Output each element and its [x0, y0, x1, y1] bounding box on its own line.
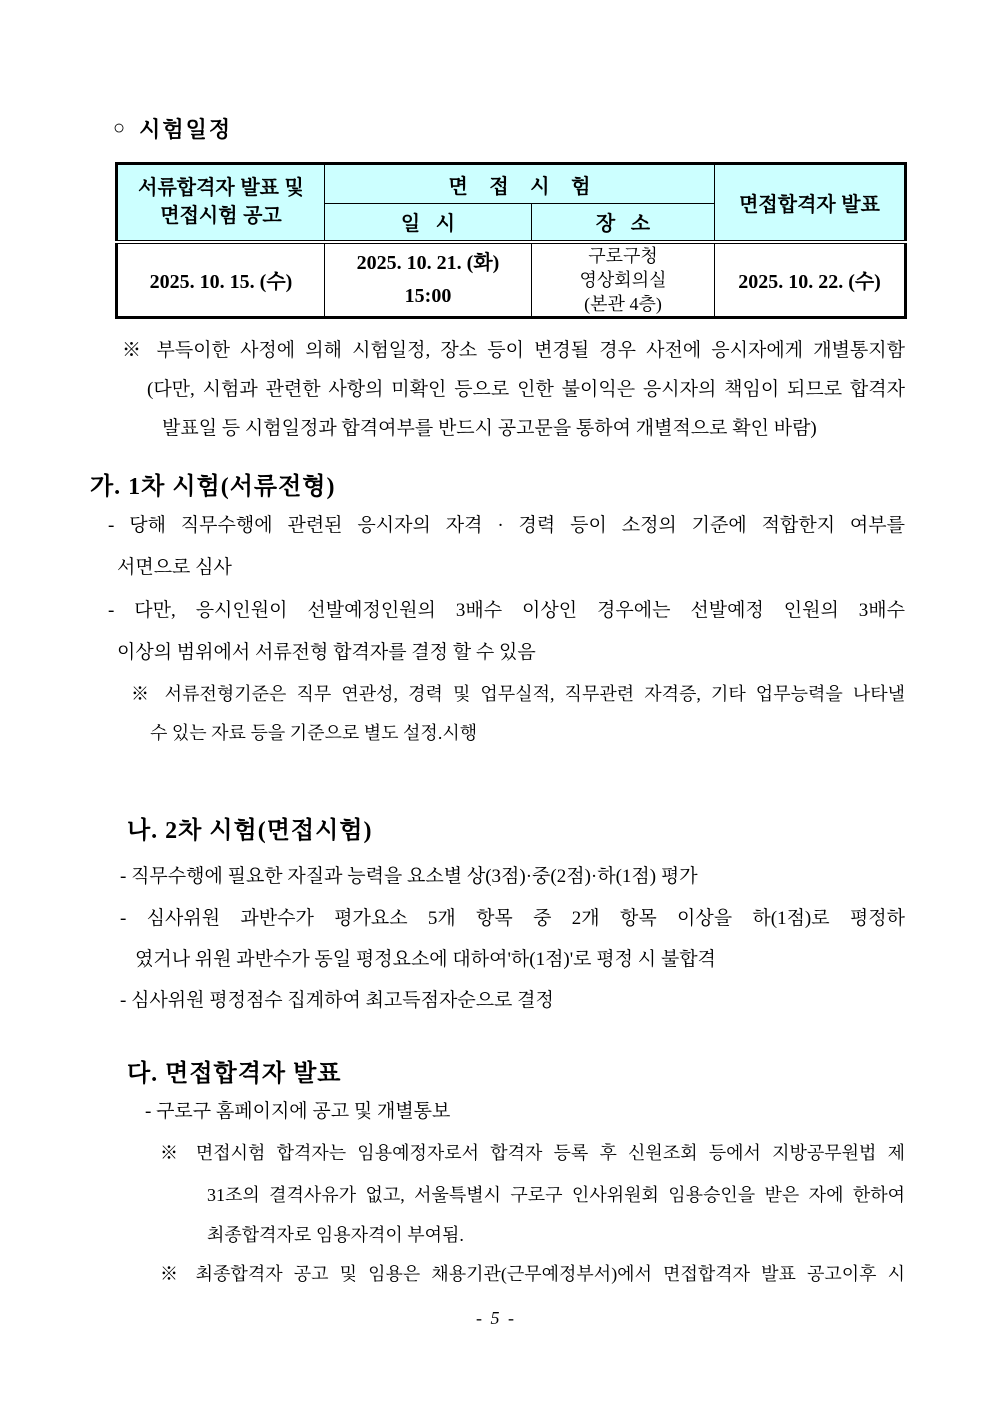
- cell-interview-datetime: [325, 242, 532, 318]
- place-line2: 영상회의실: [579, 269, 667, 290]
- section-da-heading: 다. 면접합격자 발표: [127, 1061, 342, 1087]
- ga-line-3: - 다만, 응시인원이 선발예정인원의 3배수 이상인 경우에는 선발예정 인원의 3배수: [108, 600, 905, 621]
- ga-line-1: - 당해 직무수행에 관련된 응시자의 자격 · 경력 등이 소정의 기준에 적합한지 여부를: [108, 515, 905, 536]
- page-number: - 5 -: [476, 1308, 516, 1328]
- interview-date: 2025. 10. 21. (화): [356, 251, 500, 274]
- circle-bullet-icon: ○: [113, 117, 126, 139]
- section-na-heading: 나. 2차 시험(면접시험): [127, 818, 373, 844]
- da-line-3: 31조의 결격사유가 없고, 서울특별시 구로구 인사위원회 임용승인을 받은 자에 한하여: [207, 1185, 905, 1205]
- place-line3: (본관 4층): [584, 293, 662, 314]
- na-line-2: - 심사위원 과반수가 평가요소 5개 항목 중 2개 항목 이상을 하(1점)로 평정하: [120, 908, 905, 929]
- ga-line-5: ※ 서류전형기준은 직무 연관성, 경력 및 업무실적, 직무관련 자격증, 기타 업무능력을 나타낼: [131, 684, 905, 704]
- cell-interview-place: [532, 242, 715, 318]
- schedule-section-title: [113, 113, 232, 144]
- notice-line-3: 발표일 등 시험일정과 합격여부를 반드시 공고문을 통하여 개별적으로 확인 바람): [162, 418, 817, 439]
- notice-line-2: (다만, 시험과 관련한 사항의 미확인 등으로 인한 불이익은 응시자의 책임이 되므로 합격자: [147, 379, 905, 400]
- section-ga-heading: 가. 1차 시험(서류전형): [90, 474, 336, 500]
- header-interview-exam: 면 접 시 험: [325, 164, 715, 204]
- ga-line-2: 서면으로 심사: [117, 557, 232, 578]
- header-interview-datetime: 일 시: [325, 204, 532, 242]
- na-line-3: 였거나 위원 과반수가 동일 평정요소에 대하여'하(1점)'로 평정 시 불합격: [135, 949, 716, 970]
- interview-time: 15:00: [404, 284, 452, 307]
- schedule-title-label: 시험일정: [139, 117, 233, 142]
- ga-line-4: 이상의 범위에서 서류전형 합격자를 결정 할 수 있음: [117, 642, 536, 663]
- header-doc-pass-line1: 서류합격자 발표 및: [138, 177, 304, 200]
- header-interview-place: 장 소: [532, 204, 715, 242]
- header-doc-pass-line2: 면접시험 공고: [160, 205, 282, 228]
- ga-line-6: 수 있는 자료 등을 기준으로 별도 설정.시행: [150, 723, 478, 743]
- cell-final-pass-date: 2025. 10. 22. (수): [715, 242, 906, 318]
- na-line-1: - 직무수행에 필요한 자질과 능력을 요소별 상(3점)·중(2점)·하(1점) 평가: [120, 866, 698, 887]
- da-line-5: ※ 최종합격자 공고 및 임용은 채용기관(근무예정부서)에서 면접합격자 발표 공고이후 시: [160, 1264, 905, 1284]
- place-line1: 구로구청: [588, 245, 658, 266]
- da-line-4: 최종합격자로 임용자격이 부여됨.: [207, 1225, 464, 1245]
- da-line-1: - 구로구 홈페이지에 공고 및 개별통보: [145, 1101, 451, 1122]
- notice-line-1: ※ 부득이한 사정에 의해 시험일정, 장소 등이 변경될 경우 사전에 응시자에게 개별통지함: [122, 340, 905, 361]
- header-doc-pass-announce: [117, 164, 325, 242]
- na-line-4: - 심사위원 평정점수 집계하여 최고득점자순으로 결정: [120, 990, 554, 1011]
- header-final-pass-announce: 면접합격자 발표: [715, 164, 906, 242]
- cell-doc-pass-date: 2025. 10. 15. (수): [117, 242, 325, 318]
- da-line-2: ※ 면접시험 합격자는 임용예정자로서 합격자 등록 후 신원조회 등에서 지방공무원법 제: [160, 1143, 905, 1163]
- exam-schedule-table: [115, 162, 907, 319]
